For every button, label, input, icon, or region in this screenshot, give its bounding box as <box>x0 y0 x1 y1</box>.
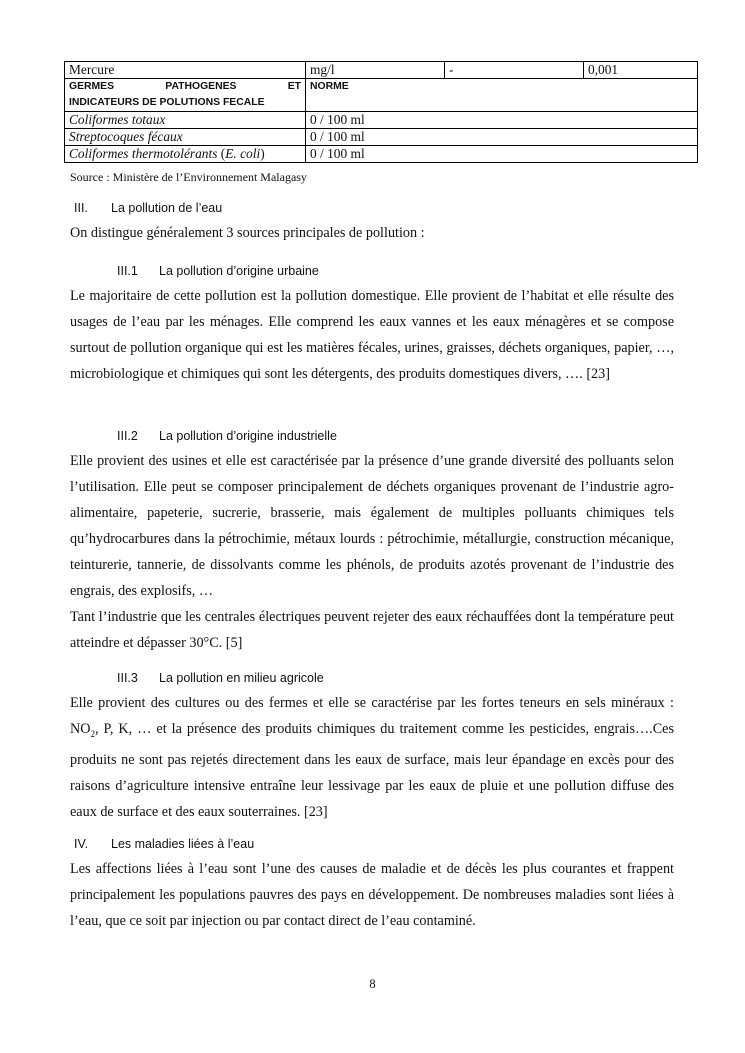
organism-name: Coliformes thermotolérants <box>69 146 218 161</box>
table-cell: 0 / 100 ml <box>306 112 698 129</box>
subsection-title: La pollution d’origine urbaine <box>159 264 319 278</box>
table-cell <box>65 146 306 163</box>
header-word: PATHOGENES <box>165 81 237 92</box>
section-title: La pollution de l’eau <box>111 201 223 215</box>
section-title: Les maladies liées à l’eau <box>111 837 255 851</box>
table-source: Source : Ministère de l’Environnement Malagasy <box>70 170 307 184</box>
table-header-row <box>65 79 698 112</box>
table-cell: 0 / 100 ml <box>306 146 698 163</box>
organism-abbrev: E. coli <box>225 146 261 161</box>
header-line-1 <box>69 79 301 95</box>
paragraph-text: Elle provient des cultures ou des fermes et elle se caractérise par les fortes teneurs en sels minéraux : NO <box>70 695 674 737</box>
table-row <box>65 129 698 146</box>
subsection-heading <box>117 671 324 685</box>
subscript: 2 <box>90 728 95 739</box>
table-cell: - <box>445 62 584 79</box>
table-row <box>65 112 698 129</box>
paragraph: Le majoritaire de cette pollution est la pollution domestique. Elle provient de l’habitat et elle résulte des usages de l’eau par les ménages. Elle comprend les eaux vannes et les eaux ménagères et se compose surtout de pollution organique qui est les matières fécales, urines, graisses, déchets organiques, papier, …, microbiologique et chimiques qui sont les détergents, des produits domestiques divers, …. [23] <box>70 288 674 382</box>
table-cell: Coliformes totaux <box>65 112 306 129</box>
subsection-heading <box>117 264 319 278</box>
header-word: ET <box>287 81 301 92</box>
paren-open: ( <box>217 146 226 161</box>
header-line-2: INDICATEURS DE POLUTIONS FECALE <box>69 97 265 108</box>
subsection-number: III.1 <box>117 264 138 278</box>
table-cell: mg/l <box>306 62 445 79</box>
table-row <box>65 62 698 79</box>
section-number: III. <box>74 201 88 215</box>
section-heading <box>74 837 254 851</box>
table-row <box>65 146 698 163</box>
table-header-cell <box>65 79 306 112</box>
subsection-number: III.3 <box>117 671 138 685</box>
subsection-heading <box>117 429 337 443</box>
paren-close: ) <box>260 146 265 161</box>
page-number: 8 <box>369 977 376 991</box>
paragraph <box>70 690 674 825</box>
water-standards-table <box>64 61 698 163</box>
table-cell: 0 / 100 ml <box>306 129 698 146</box>
paragraph: Les affections liées à l’eau sont l’une des causes de maladie et de décès les plus courantes et frappent principalement les populations pauvres des pays en développement. De nombreuses maladies sont liées à l’eau, que ce soit par injection ou par contact direct de l’eau contaminé. <box>70 861 674 929</box>
subsection-title: La pollution d’origine industrielle <box>159 429 337 443</box>
table-header-cell: NORME <box>306 79 698 112</box>
section-heading <box>74 201 222 215</box>
subsection-number: III.2 <box>117 429 138 443</box>
header-word: GERMES <box>69 81 115 92</box>
paragraph: Tant l’industrie que les centrales électriques peuvent rejeter des eaux réchauffées dont la température peut atteindre et dépasser 30°C. [5] <box>70 609 674 651</box>
paragraph-text: , P, K, … et la présence des produits chimiques du traitement comme les pesticides, engrais….Ces produits ne sont pas rejetés directement dans les eaux de surface, mais leur épandage en excès pour des raisons d’agriculture intensive entraîne leur lessivage par les eaux de pluie et une pollution diffuse des eaux de surface et des eaux souterraines. [23] <box>70 721 674 820</box>
table-cell: Mercure <box>65 62 306 79</box>
table-cell: Streptocoques fécaux <box>65 129 306 146</box>
section-number: IV. <box>74 837 89 851</box>
paragraph: On distingue généralement 3 sources principales de pollution : <box>70 225 425 241</box>
paragraph: Elle provient des usines et elle est caractérisée par la présence d’une grande diversité des polluants selon l’utilisation. Elle peut se composer principalement de déchets organiques provenant de l’industrie agro-alimentaire, papeterie, sucrerie, brasserie, mais également de multiples polluants chimiques tels qu’hydrocarbures dans la pétrochimie, métaux lourds : pétrochimie, métallurgie, construction mécanique, teinturerie, tannerie, de dissolvants comme les phénols, de produits azotés provenant de l’industrie des engrais, des explosifs, … <box>70 453 674 599</box>
table-cell: 0,001 <box>584 62 698 79</box>
subsection-title: La pollution en milieu agricole <box>159 671 324 685</box>
